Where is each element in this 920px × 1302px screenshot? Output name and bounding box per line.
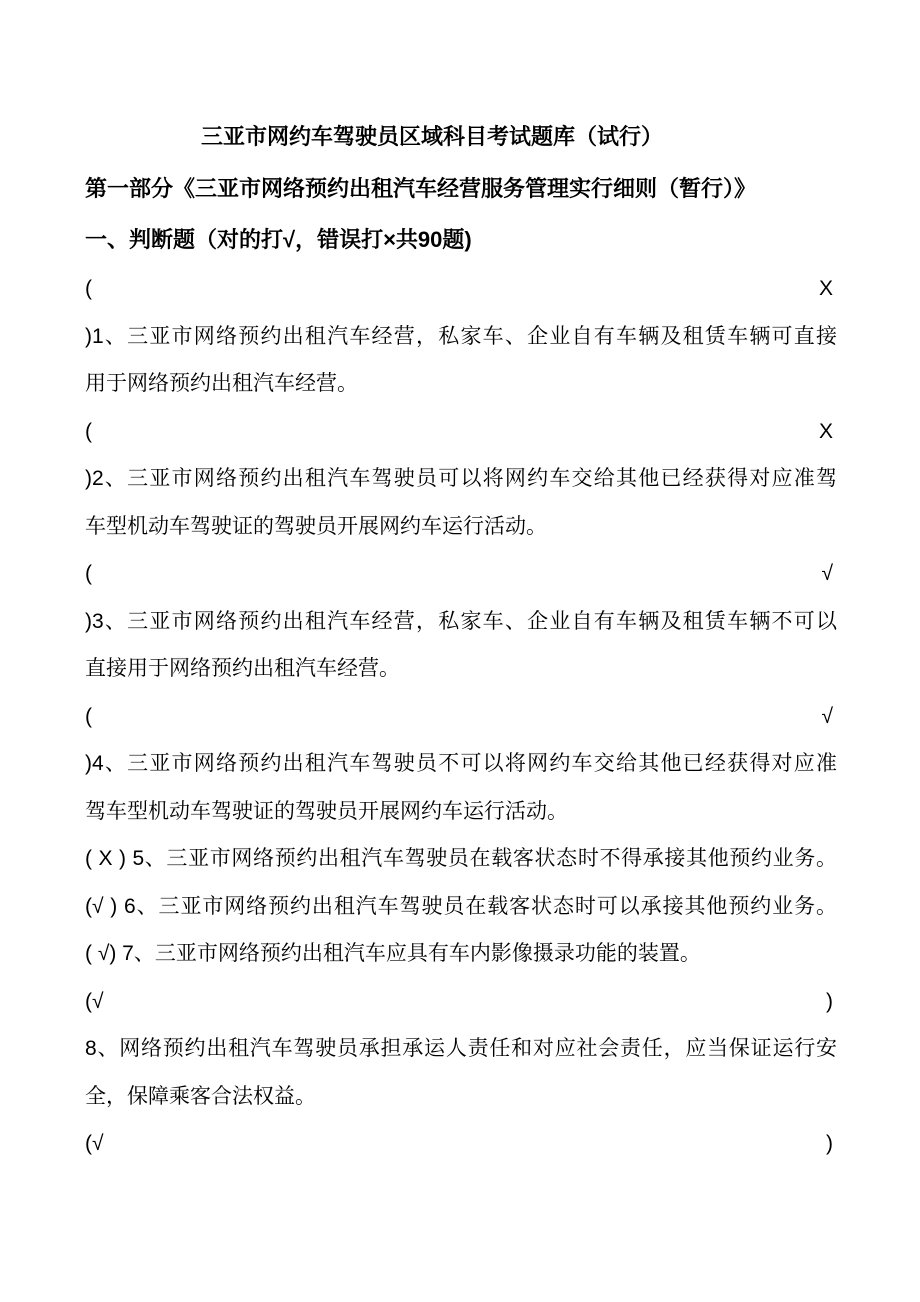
question-1-text-line: 用于网络预约出租汽车经营。	[85, 372, 358, 395]
question-6-text-line: (√ ) 6、三亚市网络预约出租汽车驾驶员在载客状态时可以承接其他预约业务。	[85, 894, 837, 918]
open-paren-with-check: (√	[85, 989, 104, 1013]
question-8-answer-line	[85, 978, 837, 1026]
question-2-answer-line	[85, 408, 837, 456]
question-4-text-line: 驾车型机动车驾驶证的驾驶员开展网约车运行活动。	[85, 799, 568, 823]
question-7-text-line: ( √) 7、三亚市网络预约出租汽车应具有车内影像摄录功能的装置。	[85, 942, 701, 965]
question-3-answer-mark: √	[821, 562, 833, 585]
question-2-text-line: )2、三亚市网络预约出租汽车驾驶员可以将网约车交给其他已经获得对应准驾	[85, 467, 837, 490]
open-paren: (	[85, 419, 92, 443]
open-paren-with-check: (√	[85, 1132, 104, 1155]
question-8-text-line: 全，保障乘客合法权益。	[85, 1084, 316, 1108]
close-paren: )	[826, 1132, 833, 1155]
open-paren: (	[85, 562, 92, 585]
question-4-answer-mark: √	[821, 704, 833, 728]
question-1-text-line: )1、三亚市网络预约出租汽车经营，私家车、企业自有车辆及租赁车辆可直接	[85, 324, 837, 348]
open-paren: (	[85, 704, 92, 728]
question-5-text-line: ( X ) 5、三亚市网络预约出租汽车驾驶员在载客状态时不得承接其他预约业务。	[85, 847, 837, 870]
question-3-text-line: 直接用于网络预约出租汽车经营。	[85, 657, 400, 680]
question-9-answer-line	[85, 1120, 837, 1168]
question-1-answer-mark: X	[818, 277, 833, 300]
part-heading: 第一部分《三亚市网络预约出租汽车经营服务管理实行细则（暂行）》	[85, 176, 757, 201]
question-2-text-line: 车型机动车驾驶证的驾驶员开展网约车运行活动。	[85, 514, 547, 538]
open-paren: (	[85, 277, 92, 300]
question-1-answer-line	[85, 265, 837, 313]
question-4-text-line: )4、三亚市网络预约出租汽车驾驶员不可以将网约车交给其他已经获得对应准	[85, 752, 837, 775]
question-2-answer-mark: X	[818, 419, 833, 443]
question-4-answer-line	[85, 693, 837, 741]
question-8-text-line: 8、网络预约出租汽车驾驶员承担承运人责任和对应社会责任，应当保证运行安	[85, 1037, 837, 1060]
close-paren: )	[826, 989, 833, 1013]
section-heading: 一、判断题（对的打√，错误打×共90题)	[85, 227, 472, 252]
question-3-answer-line	[85, 550, 837, 598]
document-title: 三亚市网约车驾驶员区域科目考试题库（试行）	[200, 124, 663, 149]
question-3-text-line: )3、三亚市网络预约出租汽车经营，私家车、企业自有车辆及租赁车辆不可以	[85, 609, 837, 633]
questions-body	[85, 265, 837, 1168]
